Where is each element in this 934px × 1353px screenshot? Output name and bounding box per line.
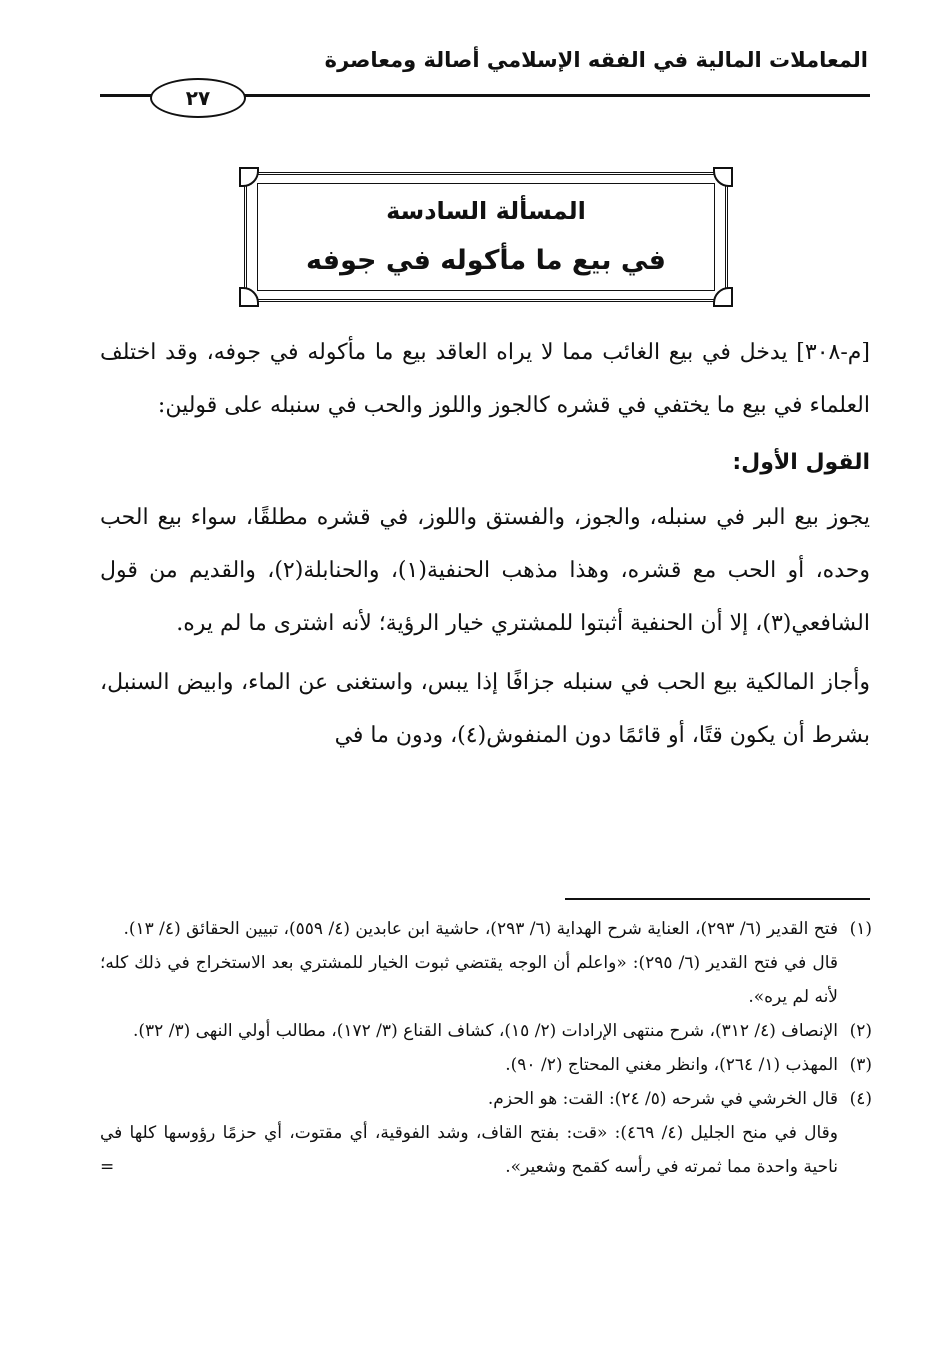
footnote-separator bbox=[565, 898, 870, 900]
intro-paragraph: [م-٣٠٨] يدخل في بيع الغائب مما لا يراه العاقد بيع ما مأكوله في جوفه، وقد اختلف العلماء في بيع ما يختفي في قشره كالجوز واللوز والحب في سنبله على قولين: bbox=[100, 340, 870, 418]
paragraph-1: يجوز بيع البر في سنبله، والجوز، والفستق واللوز، في قشره مطلقًا، سواء بيع الحب وحده، أو الحب مع قشره، وهذا مذهب الحنفية(١)، والحنابلة(٢)، والقديم من قول الشافعي(٣)، إلا أن الحنفية أثبتوا للمشتري خيار الرؤية؛ لأنه اشترى ما لم يره. bbox=[100, 505, 870, 636]
paragraph-2: وأجاز المالكية بيع الحب في سنبله جزافًا إذا يبس، واستغنى عن الماء، وابيض السنبل، بشرط أن يكون قتًا، أو قائمًا دون المنفوش(٤)، ودون ما في bbox=[100, 670, 870, 748]
footnote-number: (٣) bbox=[849, 1055, 872, 1075]
frame-corner-ornament bbox=[239, 167, 259, 187]
frame-corner-ornament bbox=[239, 287, 259, 307]
footnote-number: (١) bbox=[849, 919, 872, 939]
footnote-text: قال في فتح القدير (٦/ ٢٩٥): «واعلم أن الوجه يقتضي ثبوت الخيار للمشتري بعد الاستخراج في ذلك كله؛ لأنه لم يره». bbox=[100, 953, 839, 1007]
title-frame bbox=[244, 172, 728, 302]
section-subtitle: في بيع ما مأكوله في جوفه bbox=[306, 245, 666, 276]
footnote-continuation bbox=[100, 1116, 872, 1184]
first-opinion-heading: القول الأول: bbox=[732, 450, 870, 475]
footnotes bbox=[100, 912, 872, 1184]
footnote-number: (٤) bbox=[849, 1089, 872, 1109]
page-number: ٢٧ bbox=[150, 78, 246, 118]
running-header-title: المعاملات المالية في الفقه الإسلامي أصالة ومعاصرة bbox=[324, 48, 868, 72]
footnote bbox=[100, 1014, 872, 1048]
footnote-text: المهذب (١/ ٢٦٤)، وانظر مغني المحتاج (٢/ ٩٠). bbox=[505, 1055, 838, 1075]
footnote bbox=[100, 1082, 872, 1116]
footnote-text: قال الخرشي في شرحه (٥/ ٢٤): القت: هو الحزم. bbox=[487, 1089, 838, 1109]
footnote-number: (٢) bbox=[849, 1021, 872, 1041]
section-title: المسألة السادسة bbox=[386, 197, 586, 225]
footnote bbox=[100, 912, 872, 946]
body-text bbox=[100, 326, 870, 762]
footnote-text: وقال في منح الجليل (٤/ ٤٦٩): «قت: بفتح القاف، وشد الفوقية، أي مقتوت، أي حزمًا رؤوسها كلها في ناحية واحدة مما ثمرته في رأسه كقمح وشعير». bbox=[100, 1123, 838, 1177]
footnote-text: فتح القدير (٦/ ٢٩٣)، العناية شرح الهداية (٦/ ٢٩٣)، حاشية ابن عابدين (٤/ ٥٥٩)، تبيين الحقائق (٤/ ١٣). bbox=[123, 919, 838, 939]
continuation-mark: = bbox=[100, 1157, 115, 1177]
footnote bbox=[100, 1048, 872, 1082]
frame-corner-ornament bbox=[713, 287, 733, 307]
footnote-text: الإنصاف (٤/ ٣١٢)، شرح منتهى الإرادات (٢/ ١٥)، كشاف القناع (٣/ ١٧٢)، مطالب أولي النهى (٣/ ٣٢). bbox=[132, 1021, 838, 1041]
footnote-continuation bbox=[100, 946, 872, 1014]
frame-corner-ornament bbox=[713, 167, 733, 187]
